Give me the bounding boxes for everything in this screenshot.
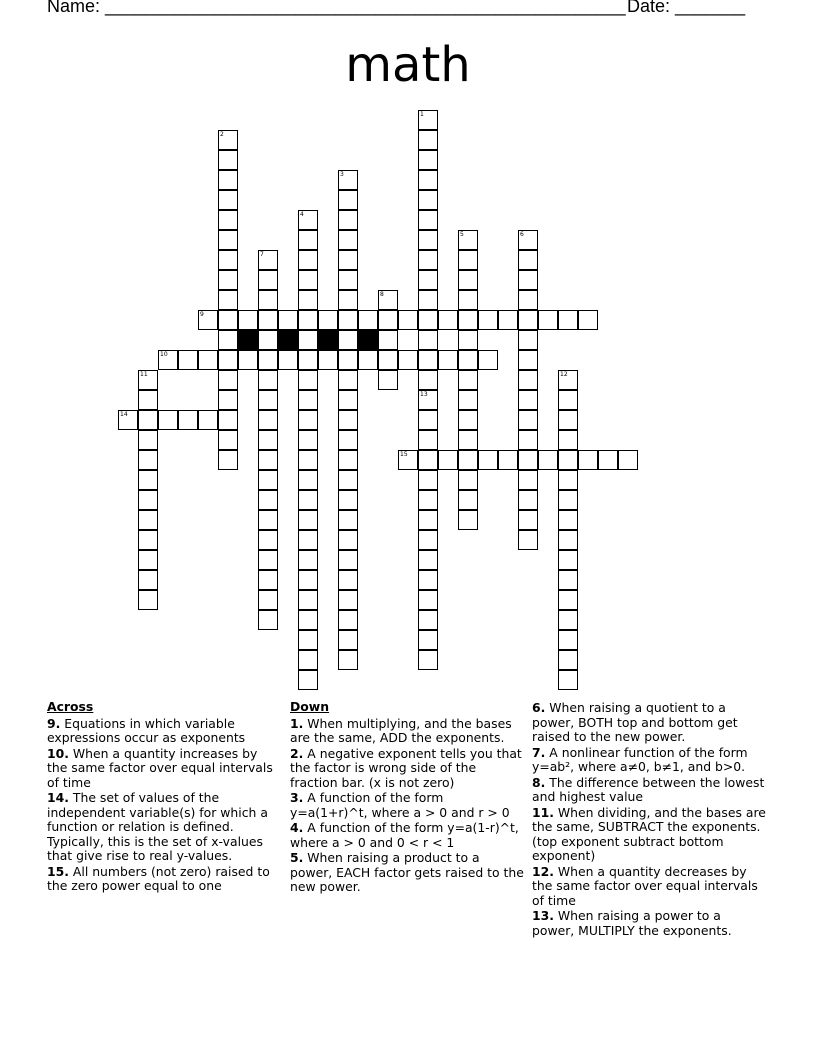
grid-cell[interactable]	[218, 390, 238, 410]
grid-cell[interactable]	[258, 350, 278, 370]
grid-cell[interactable]	[418, 550, 438, 570]
grid-cell[interactable]	[558, 670, 578, 690]
grid-cell[interactable]	[498, 450, 518, 470]
grid-cell[interactable]	[298, 390, 318, 410]
grid-cell[interactable]	[458, 250, 478, 270]
grid-cell[interactable]	[418, 490, 438, 510]
grid-cell[interactable]	[418, 130, 438, 150]
grid-cell[interactable]	[338, 590, 358, 610]
grid-cell[interactable]	[218, 430, 238, 450]
grid-cell[interactable]	[418, 510, 438, 530]
grid-cell[interactable]	[558, 550, 578, 570]
grid-cell[interactable]	[338, 550, 358, 570]
grid-cell[interactable]	[338, 430, 358, 450]
grid-cell[interactable]	[378, 330, 398, 350]
grid-cell[interactable]	[118, 410, 138, 430]
grid-cell[interactable]	[298, 270, 318, 290]
grid-cell[interactable]	[258, 290, 278, 310]
grid-cell[interactable]	[338, 530, 358, 550]
grid-cell[interactable]	[298, 450, 318, 470]
grid-cell[interactable]	[298, 590, 318, 610]
grid-cell[interactable]	[538, 310, 558, 330]
grid-cell[interactable]	[458, 270, 478, 290]
grid-cell[interactable]	[338, 390, 358, 410]
grid-cell[interactable]	[518, 530, 538, 550]
grid-cell[interactable]	[518, 270, 538, 290]
grid-cell[interactable]	[358, 350, 378, 370]
grid-block-cell	[318, 330, 338, 350]
grid-cell[interactable]	[398, 310, 418, 330]
grid-cell[interactable]	[298, 670, 318, 690]
grid-cell[interactable]	[178, 350, 198, 370]
grid-cell[interactable]	[218, 270, 238, 290]
grid-cell[interactable]	[458, 430, 478, 450]
grid-cell[interactable]	[378, 370, 398, 390]
grid-cell[interactable]	[558, 450, 578, 470]
grid-cell[interactable]	[298, 630, 318, 650]
grid-cell[interactable]	[458, 510, 478, 530]
grid-cell[interactable]	[218, 130, 238, 150]
grid-cell[interactable]	[478, 310, 498, 330]
grid-cell[interactable]	[218, 190, 238, 210]
cell-number: 3	[340, 171, 344, 178]
grid-cell[interactable]	[558, 470, 578, 490]
grid-cell[interactable]	[518, 370, 538, 390]
grid-cell[interactable]	[558, 610, 578, 630]
grid-cell[interactable]	[298, 250, 318, 270]
cell-number: 13	[420, 391, 428, 398]
grid-cell[interactable]	[418, 270, 438, 290]
grid-cell[interactable]	[338, 490, 358, 510]
cell-number: 14	[120, 411, 128, 418]
grid-cell[interactable]	[458, 290, 478, 310]
grid-cell[interactable]	[558, 570, 578, 590]
grid-cell[interactable]	[518, 350, 538, 370]
grid-cell[interactable]	[418, 290, 438, 310]
grid-cell[interactable]	[458, 410, 478, 430]
grid-cell[interactable]	[298, 290, 318, 310]
cell-number: 2	[220, 131, 224, 138]
cell-number: 1	[420, 111, 424, 118]
grid-cell[interactable]	[338, 210, 358, 230]
grid-cell[interactable]	[218, 330, 238, 350]
clue-down-8: 8. The difference between the lowest and highest value	[532, 774, 765, 804]
grid-cell[interactable]	[398, 450, 418, 470]
cell-number: 12	[560, 371, 568, 378]
grid-cell[interactable]	[158, 410, 178, 430]
grid-cell[interactable]	[218, 150, 238, 170]
grid-cell[interactable]	[138, 390, 158, 410]
clue-down-2: 2. A negative exponent tells you that the factor is wrong side of the fraction bar. (x is not zero)	[290, 745, 522, 790]
grid-cell[interactable]	[298, 310, 318, 330]
grid-cell[interactable]	[258, 510, 278, 530]
grid-cell[interactable]	[558, 510, 578, 530]
grid-cell[interactable]	[378, 290, 398, 310]
grid-cell[interactable]	[198, 350, 218, 370]
grid-cell[interactable]	[138, 410, 158, 430]
cell-number: 4	[300, 211, 304, 218]
grid-cell[interactable]	[258, 330, 278, 350]
clue-across-15: 15. All numbers (not zero) raised to the zero power equal to one	[47, 863, 270, 893]
grid-cell[interactable]	[218, 230, 238, 250]
grid-cell[interactable]	[398, 350, 418, 370]
cell-number: 8	[380, 291, 384, 298]
grid-cell[interactable]	[418, 170, 438, 190]
clue-down-12: 12. When a quantity decreases by the same factor over equal intervals of time	[532, 863, 758, 908]
clue-down-1: 1. When multiplying, and the bases are the same, ADD the exponents.	[290, 715, 512, 745]
grid-cell[interactable]	[518, 250, 538, 270]
grid-cell[interactable]	[558, 530, 578, 550]
grid-cell[interactable]	[338, 570, 358, 590]
grid-cell[interactable]	[298, 510, 318, 530]
cell-number: 10	[160, 351, 168, 358]
grid-cell[interactable]	[458, 230, 478, 250]
grid-cell[interactable]	[258, 470, 278, 490]
grid-cell[interactable]	[138, 530, 158, 550]
grid-cell[interactable]	[418, 230, 438, 250]
grid-cell[interactable]	[258, 490, 278, 510]
grid-cell[interactable]	[338, 610, 358, 630]
grid-cell[interactable]	[338, 630, 358, 650]
grid-cell[interactable]	[298, 650, 318, 670]
clue-down-5: 5. When raising a product to a power, EACH factor gets raised to the new power.	[290, 850, 524, 894]
grid-cell[interactable]	[338, 370, 358, 390]
down-clues-continued	[532, 701, 766, 939]
grid-cell[interactable]	[418, 430, 438, 450]
grid-cell[interactable]	[418, 590, 438, 610]
grid-cell[interactable]	[238, 310, 258, 330]
grid-block-cell	[238, 330, 258, 350]
cell-number: 5	[460, 231, 464, 238]
grid-cell[interactable]	[418, 390, 438, 410]
grid-cell[interactable]	[258, 410, 278, 430]
grid-cell[interactable]	[518, 290, 538, 310]
grid-cell[interactable]	[578, 450, 598, 470]
grid-cell[interactable]	[258, 310, 278, 330]
grid-cell[interactable]	[478, 350, 498, 370]
grid-cell[interactable]	[518, 490, 538, 510]
grid-cell[interactable]	[158, 350, 178, 370]
clue-down-3: 3. A function of the form y=a(1+r)^t, where a > 0 and r > 0	[290, 790, 510, 820]
grid-cell[interactable]	[298, 210, 318, 230]
across-heading: Across	[47, 699, 94, 714]
grid-cell[interactable]	[418, 530, 438, 550]
grid-cell[interactable]	[258, 550, 278, 570]
grid-cell[interactable]	[138, 430, 158, 450]
grid-cell[interactable]	[418, 310, 438, 330]
clue-down-13: 13. When raising a power to a power, MULTIPLY the exponents.	[532, 908, 732, 938]
cell-number: 15	[400, 451, 408, 458]
grid-cell[interactable]	[338, 170, 358, 190]
grid-cell[interactable]	[298, 530, 318, 550]
grid-cell[interactable]	[338, 450, 358, 470]
grid-cell[interactable]	[458, 490, 478, 510]
grid-cell[interactable]	[438, 350, 458, 370]
grid-cell[interactable]	[518, 410, 538, 430]
grid-cell[interactable]	[458, 350, 478, 370]
grid-cell[interactable]	[518, 450, 538, 470]
clue-down-6: 6. When raising a quotient to a power, BOTH top and bottom get raised to the new power.	[532, 700, 738, 744]
grid-cell[interactable]	[318, 350, 338, 370]
cell-number: 6	[520, 231, 524, 238]
grid-cell[interactable]	[138, 570, 158, 590]
grid-cell[interactable]	[418, 570, 438, 590]
cell-number: 7	[260, 251, 264, 258]
grid-cell[interactable]	[458, 390, 478, 410]
grid-cell[interactable]	[558, 310, 578, 330]
grid-cell[interactable]	[418, 190, 438, 210]
grid-cell[interactable]	[458, 330, 478, 350]
grid-cell[interactable]	[578, 310, 598, 330]
grid-cell[interactable]	[298, 410, 318, 430]
grid-cell[interactable]	[438, 450, 458, 470]
grid-cell[interactable]	[218, 310, 238, 330]
cell-number: 9	[200, 311, 204, 318]
grid-cell[interactable]	[138, 590, 158, 610]
grid-cell[interactable]	[418, 110, 438, 130]
grid-cell[interactable]	[298, 490, 318, 510]
grid-block-cell	[278, 330, 298, 350]
clue-down-7: 7. A nonlinear function of the form y=ab², where a≠0, b≠1, and b>0.	[532, 744, 748, 774]
grid-cell[interactable]	[258, 610, 278, 630]
clue-across-10: 10. When a quantity increases by the same factor over equal intervals of time	[47, 745, 273, 790]
grid-cell[interactable]	[518, 510, 538, 530]
grid-cell[interactable]	[458, 310, 478, 330]
down-clues	[290, 700, 524, 896]
grid-cell[interactable]	[458, 450, 478, 470]
grid-cell[interactable]	[338, 250, 358, 270]
grid-cell[interactable]	[298, 610, 318, 630]
grid-cell[interactable]	[138, 370, 158, 390]
grid-cell[interactable]	[298, 430, 318, 450]
clue-across-14: 14. The set of values of the independent variable(s) for which a function or relation is defined. Typically, this is the set of x-values that give rise to real y-values.	[47, 790, 268, 863]
grid-cell[interactable]	[218, 290, 238, 310]
grid-cell[interactable]	[418, 150, 438, 170]
grid-cell[interactable]	[518, 310, 538, 330]
grid-cell[interactable]	[218, 250, 238, 270]
grid-cell[interactable]	[618, 450, 638, 470]
grid-cell[interactable]	[298, 370, 318, 390]
grid-cell[interactable]	[558, 630, 578, 650]
grid-cell[interactable]	[238, 350, 258, 370]
grid-cell[interactable]	[338, 290, 358, 310]
grid-cell[interactable]	[318, 310, 338, 330]
grid-cell[interactable]	[378, 310, 398, 330]
grid-cell[interactable]	[418, 330, 438, 350]
grid-cell[interactable]	[498, 310, 518, 330]
grid-cell[interactable]	[518, 330, 538, 350]
grid-cell[interactable]	[258, 390, 278, 410]
grid-cell[interactable]	[338, 470, 358, 490]
grid-cell[interactable]	[458, 370, 478, 390]
grid-cell[interactable]	[298, 330, 318, 350]
grid-cell[interactable]	[278, 310, 298, 330]
grid-cell[interactable]	[298, 550, 318, 570]
grid-cell[interactable]	[558, 390, 578, 410]
grid-cell[interactable]	[258, 530, 278, 550]
grid-cell[interactable]	[558, 650, 578, 670]
grid-cell[interactable]	[218, 410, 238, 430]
grid-cell[interactable]	[418, 350, 438, 370]
grid-cell[interactable]	[138, 550, 158, 570]
grid-cell[interactable]	[518, 470, 538, 490]
grid-cell[interactable]	[558, 590, 578, 610]
grid-cell[interactable]	[418, 410, 438, 430]
grid-cell[interactable]	[558, 410, 578, 430]
grid-cell[interactable]	[298, 470, 318, 490]
grid-cell[interactable]	[338, 310, 358, 330]
grid-cell[interactable]	[558, 370, 578, 390]
down-heading: Down	[290, 699, 330, 714]
grid-cell[interactable]	[538, 450, 558, 470]
grid-cell[interactable]	[258, 370, 278, 390]
grid-cell[interactable]	[338, 510, 358, 530]
grid-cell[interactable]	[338, 650, 358, 670]
grid-cell[interactable]	[218, 170, 238, 190]
grid-cell[interactable]	[258, 270, 278, 290]
grid-cell[interactable]	[258, 570, 278, 590]
grid-cell[interactable]	[418, 470, 438, 490]
grid-cell[interactable]	[198, 310, 218, 330]
puzzle-title: math	[345, 37, 471, 93]
clue-down-4: 4. A function of the form y=a(1-r)^t, where a > 0 and 0 < r < 1	[290, 820, 519, 850]
grid-cell[interactable]	[138, 450, 158, 470]
grid-cell[interactable]	[478, 450, 498, 470]
grid-cell[interactable]	[518, 390, 538, 410]
grid-cell[interactable]	[258, 590, 278, 610]
grid-cell[interactable]	[138, 510, 158, 530]
grid-block-cell	[358, 330, 378, 350]
grid-cell[interactable]	[418, 370, 438, 390]
grid-cell[interactable]	[338, 230, 358, 250]
grid-cell[interactable]	[518, 430, 538, 450]
cell-number: 11	[140, 371, 148, 378]
name-field-label: Name: ____________________________________________________	[47, 0, 626, 16]
grid-cell[interactable]	[418, 210, 438, 230]
grid-cell[interactable]	[298, 570, 318, 590]
grid-cell[interactable]	[558, 430, 578, 450]
grid-cell[interactable]	[258, 250, 278, 270]
clue-down-11: 11. When dividing, and the bases are the same, SUBTRACT the exponents. (top exponent subtract bottom exponent)	[532, 804, 766, 863]
grid-cell[interactable]	[338, 270, 358, 290]
date-field-label: Date: _______	[627, 0, 746, 16]
grid-cell[interactable]	[278, 350, 298, 370]
grid-cell[interactable]	[218, 350, 238, 370]
grid-cell[interactable]	[218, 370, 238, 390]
grid-cell[interactable]	[298, 230, 318, 250]
grid-cell[interactable]	[598, 450, 618, 470]
grid-cell[interactable]	[298, 350, 318, 370]
grid-cell[interactable]	[198, 410, 218, 430]
grid-cell[interactable]	[458, 470, 478, 490]
grid-cell[interactable]	[258, 450, 278, 470]
grid-cell[interactable]	[418, 630, 438, 650]
grid-cell[interactable]	[258, 430, 278, 450]
grid-cell[interactable]	[218, 450, 238, 470]
grid-cell[interactable]	[418, 450, 438, 470]
grid-cell[interactable]	[358, 310, 378, 330]
across-clues	[47, 700, 279, 895]
grid-cell[interactable]	[338, 410, 358, 430]
grid-cell[interactable]	[338, 330, 358, 350]
grid-cell[interactable]	[338, 190, 358, 210]
grid-cell[interactable]	[138, 490, 158, 510]
grid-cell[interactable]	[518, 230, 538, 250]
grid-cell[interactable]	[558, 490, 578, 510]
clue-across-9: 9. Equations in which variable expressions occur as exponents	[47, 715, 246, 745]
grid-cell[interactable]	[418, 610, 438, 630]
grid-cell[interactable]	[418, 250, 438, 270]
grid-cell[interactable]	[438, 310, 458, 330]
grid-cell[interactable]	[218, 210, 238, 230]
grid-cell[interactable]	[418, 650, 438, 670]
grid-cell[interactable]	[338, 350, 358, 370]
grid-cell[interactable]	[378, 350, 398, 370]
grid-cell[interactable]	[138, 470, 158, 490]
grid-cell[interactable]	[178, 410, 198, 430]
